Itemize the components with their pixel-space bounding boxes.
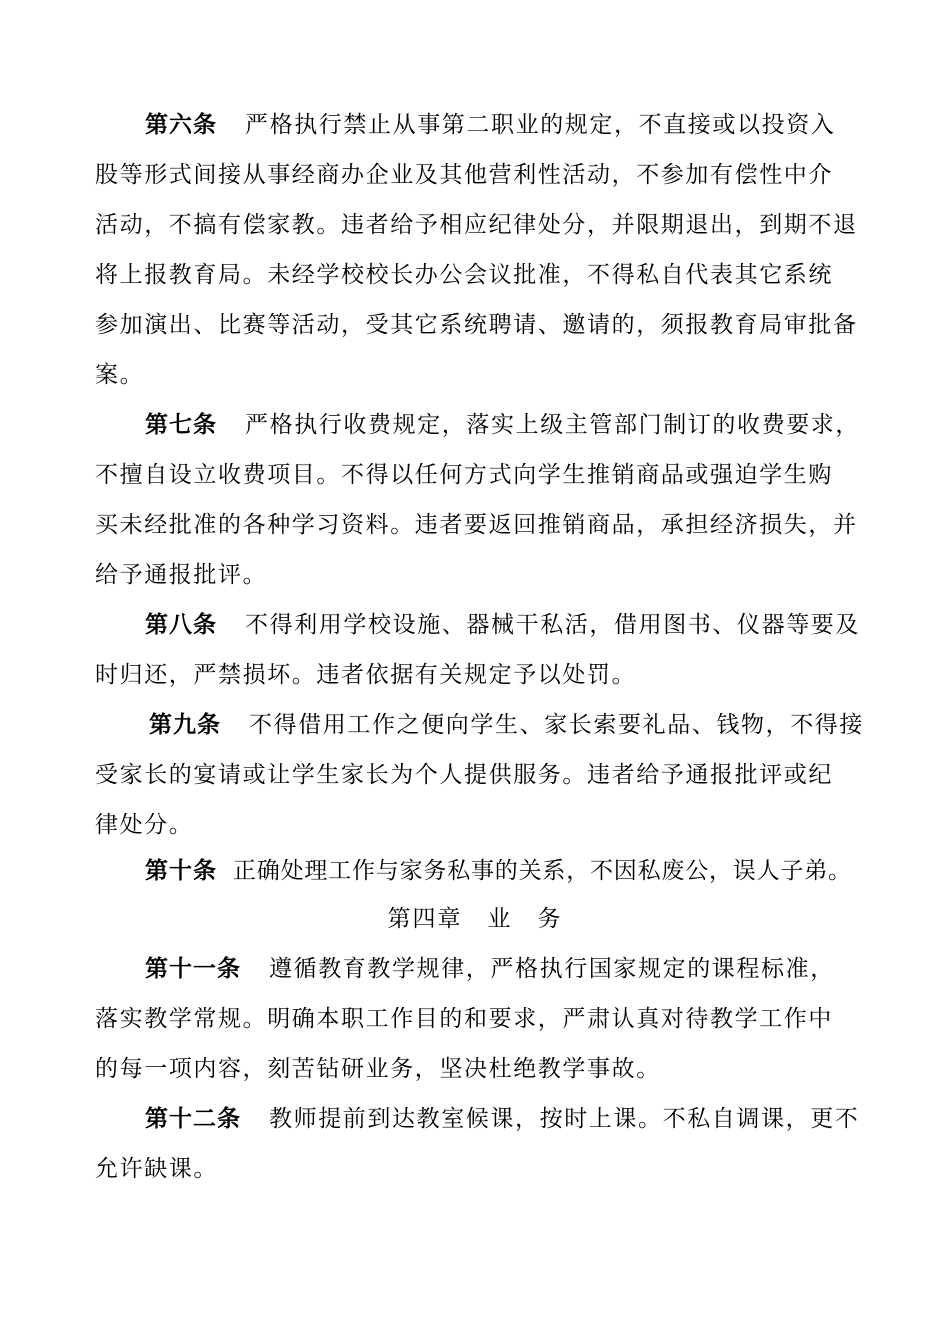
article-9-text-1: 不得借用工作之便向学生、家长索要礼品、钱物，不得接 [249, 712, 864, 738]
article-6-line-3: 活动，不搞有偿家教。违者给予相应纪律处分，并限期退出，到期不退 [95, 212, 858, 238]
article-6-line-6: 案。 [95, 362, 145, 388]
article-8-label: 第八条 [145, 612, 217, 638]
article-10-line-1 [95, 846, 865, 896]
article-10-label: 第十条 [145, 858, 217, 884]
article-9-label: 第九条 [149, 712, 221, 738]
article-7-text-1: 严格执行收费规定，落实上级主管部门制订的收费要求， [245, 412, 860, 438]
article-6-line-2: 股等形式间接从事经商办企业及其他营利性活动，不参加有偿性中介 [95, 162, 833, 188]
article-6-line-5: 参加演出、比赛等活动，受其它系统聘请、邀请的，须报教育局审批备 [95, 312, 858, 338]
article-8-text-1: 不得利用学校设施、器械干私活，借用图书、仪器等要及 [245, 612, 860, 638]
article-6-line-4: 将上报教育局。未经学校校长办公会议批准，不得私自代表其它系统 [95, 262, 833, 288]
article-8-line-2: 时归还，严禁损坏。违者依据有关规定予以处罚。 [95, 662, 637, 688]
article-7-line-3: 买未经批准的各种学习资料。违者要返回推销商品，承担经济损失，并 [95, 512, 858, 538]
article-7-line-1 [95, 400, 865, 450]
article-9-line-1 [95, 700, 865, 750]
article-12-line-2: 允许缺课。 [95, 1156, 218, 1182]
article-8-line-1 [95, 600, 865, 650]
article-11-label: 第十一条 [145, 956, 241, 982]
article-7-line-4: 给予通报批评。 [95, 562, 268, 588]
article-6-label: 第六条 [145, 112, 217, 138]
article-12-text-1: 教师提前到达教室候课，按时上课。不私自调课，更不 [269, 1106, 860, 1132]
article-6-line-1 [95, 100, 865, 150]
article-11-line-2: 落实教学常规。明确本职工作目的和要求，严肃认真对待教学工作中 [95, 1006, 833, 1032]
article-11-line-3: 的每一项内容，刻苦钻研业务，坚决杜绝教学事故。 [95, 1056, 661, 1082]
article-6-text-1: 严格执行禁止从事第二职业的规定，不直接或以投资入 [245, 112, 836, 138]
article-7-label: 第七条 [145, 412, 217, 438]
article-12-label: 第十二条 [145, 1106, 241, 1132]
chapter-heading: 第四章 业 务 [387, 906, 563, 932]
article-7-line-2: 不擅自设立收费项目。不得以任何方式向学生推销商品或强迫学生购 [95, 462, 833, 488]
article-10-text-1: 正确处理工作与家务私事的关系，不因私废公，误人子弟。 [233, 858, 852, 884]
article-12-line-1 [95, 1094, 865, 1144]
article-11-text-1: 遵循教育教学规律，严格执行国家规定的课程标准， [269, 956, 835, 982]
article-9-line-3: 律处分。 [95, 812, 194, 838]
article-9-line-2: 受家长的宴请或让学生家长为个人提供服务。违者给予通报批评或纪 [95, 762, 833, 788]
article-11-line-1 [95, 944, 865, 994]
